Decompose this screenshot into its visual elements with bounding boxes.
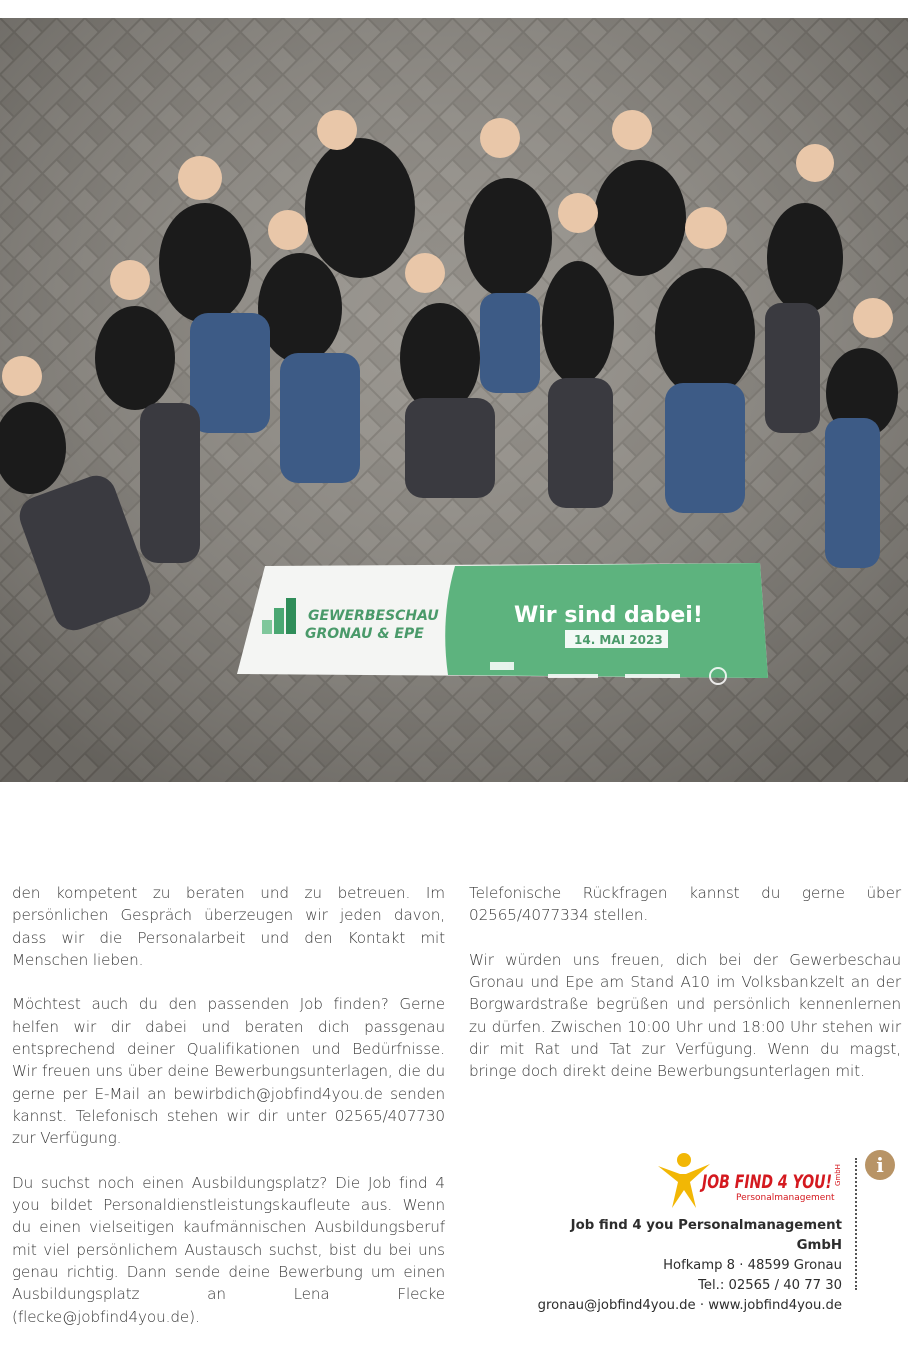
article-paragraph: Telefonische Rückfragen kannst du gerne über 02565/4077334 stellen. xyxy=(469,884,901,925)
contact-company: Job find 4 you Personalmanagement GmbH xyxy=(570,1218,842,1253)
article-left-column xyxy=(12,882,445,1350)
article-paragraph: Du suchst noch einen Ausbildungsplatz? Die Job find 4 you bildet Personaldienstleistungskaufleute aus. Wenn du einen vielseitigen kaufmännischen Ausbildungsberuf mit viel persönlichem Austausch suchst, bist du bei uns genau richtig. Dann sende deine Bewerbung um einen Ausbildungsplatz an Lena Flecke (flecke@jobfind4you.de). xyxy=(12,1173,445,1326)
article-paragraph: Wir würden uns freuen, dich bei der Gewerbeschau Gronau und Epe am Stand A10 im Volksbankzelt an der Borgwardstraße begrüßen und persönlich kennenlernen zu dürfen. Zwischen 10:00 Uhr und 18:00 Uhr stehen wir dir mit Rat und Tat zur Verfügung. Wenn du magst, bringe doch direkt deine Bewerbungsunterlagen mit. xyxy=(469,950,901,1081)
contact-address: Hofkamp 8 · 48599 Gronau xyxy=(663,1258,842,1273)
contact-phone: Tel.: 02565 / 40 77 30 xyxy=(698,1278,842,1293)
logo-name: JOB FIND 4 YOU! xyxy=(699,1171,832,1193)
banner-date: 14. MAI 2023 xyxy=(574,633,663,647)
company-logo xyxy=(656,1150,846,1212)
banner-brand-line2: GRONAU & EPE xyxy=(305,626,424,642)
logo-gmbh: GmbH xyxy=(834,1164,842,1186)
logo-tagline: Personalmanagement xyxy=(736,1193,835,1203)
article-right-column xyxy=(469,882,901,1105)
article-paragraph: Möchtest auch du den passenden Job finden? Gerne helfen wir dir dabei und beraten dich passgenau entsprechend deiner Qualifikationen und Bedürfnisse. Wir freuen uns über deine Bewerbungsunterlagen, die du gerne per E-Mail an bewirbdich@jobfind4you.de senden kannst. Telefonisch stehen wir dir unter 02565/407730 zur Verfügung. xyxy=(12,995,445,1148)
contact-divider xyxy=(855,1158,857,1290)
event-banner xyxy=(237,563,768,684)
banner-headline: Wir sind dabei! xyxy=(514,603,703,628)
article-paragraph: den kompetent zu beraten und zu betreuen. Im persönlichen Gespräch überzeugen wir jeden davon, dass wir die Personalarbeit und den Kontakt mit Menschen lieben. xyxy=(12,884,445,969)
contact-web[interactable]: gronau@jobfind4you.de · www.jobfind4you.de xyxy=(537,1298,842,1313)
banner-brand-line1: GEWERBESCHAU xyxy=(308,608,439,624)
info-icon: i xyxy=(865,1150,895,1180)
group-photo xyxy=(0,18,908,782)
contact-block xyxy=(522,1216,842,1316)
